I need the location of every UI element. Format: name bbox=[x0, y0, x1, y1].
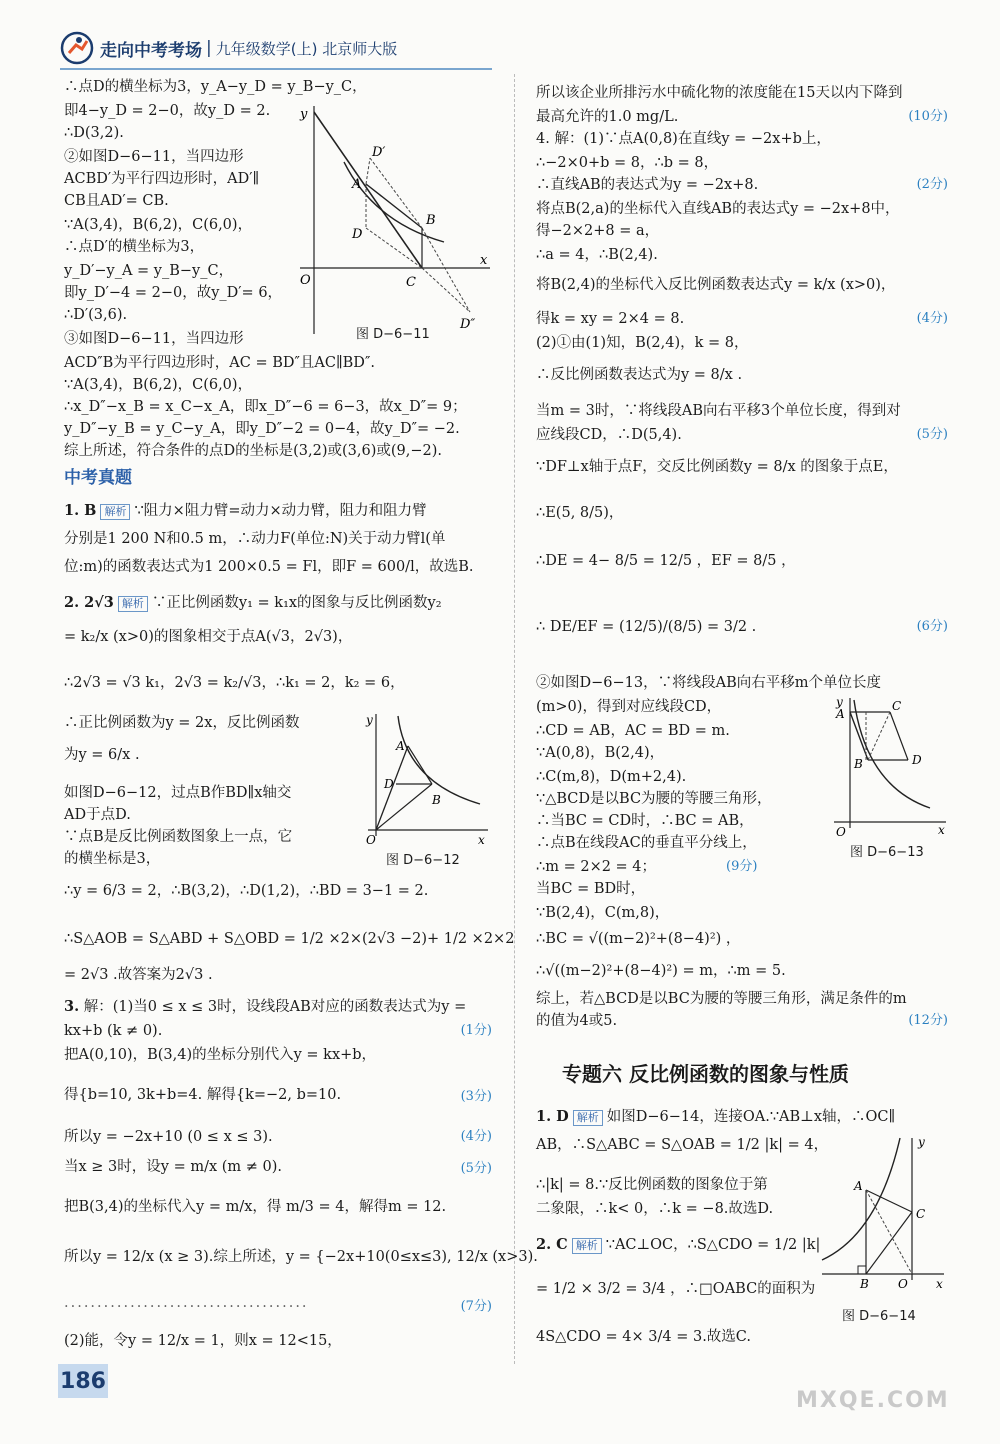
analysis-tag: 解析 bbox=[100, 504, 130, 520]
text-line: ∴反比例函数表达式为y = 8/x . bbox=[536, 367, 743, 383]
text-line: 当BC = BD时， bbox=[536, 881, 646, 897]
q1-text: ∵阻力×阻力臂=动力×动力臂，阻力和阻力臂 bbox=[134, 503, 427, 519]
score-mark: (2分) bbox=[916, 177, 948, 192]
label-a: A bbox=[396, 739, 405, 753]
line-ac bbox=[314, 112, 422, 268]
q3-number: 3. bbox=[64, 998, 80, 1015]
label-y: y bbox=[918, 1135, 925, 1149]
label-x: x bbox=[478, 833, 485, 847]
label-a: A bbox=[836, 707, 845, 721]
text-line: 得{b=10, 3k+b=4. 解得{k=−2, b=10. bbox=[64, 1087, 342, 1103]
text-line: 将B(2,4)的坐标代入反比例函数表达式y = k/x (x>0)， bbox=[536, 277, 896, 293]
figure-d-6-12 bbox=[364, 712, 490, 848]
text-line: (m>0)，得到对应线段CD， bbox=[536, 699, 722, 715]
score-mark: (1分) bbox=[460, 1023, 492, 1038]
text-line: ∴C(m,8)，D(m+2,4). bbox=[536, 769, 687, 785]
text-line: kx+b (k ≠ 0). bbox=[64, 1023, 163, 1039]
label-c: C bbox=[916, 1207, 926, 1221]
figure-caption: 图 D−6−14 bbox=[842, 1309, 916, 1324]
label-a: A bbox=[854, 1179, 863, 1193]
label-o: O bbox=[898, 1277, 908, 1291]
figure-caption: 图 D−6−13 bbox=[850, 845, 924, 860]
text-line: 位:m)的函数表达式为1 200×0.5 = Fl，即F = 600/l，故选B. bbox=[64, 559, 474, 575]
text-line: ∴a = 4，∴B(2,4). bbox=[536, 247, 658, 263]
label-o: O bbox=[366, 833, 376, 847]
text-line: ∴x_D″−x_B = x_C−x_A，即x_D″−6 = 6−3，故x_D″= 9； bbox=[64, 399, 467, 415]
q3-text: 解：(1)当0 ≤ x ≤ 3时，设线段AB对应的函数表达式为y = bbox=[83, 999, 467, 1015]
analysis-tag: 解析 bbox=[573, 1110, 603, 1126]
text-line: 把A(0,10)，B(3,4)的坐标分别代入y = kx+b， bbox=[64, 1047, 377, 1063]
text-line: ∵点B是反比例函数图象上一点，它 bbox=[64, 829, 293, 845]
figure-caption: 图 D−6−12 bbox=[386, 853, 460, 868]
score-mark: (3分) bbox=[460, 1089, 492, 1104]
label-d: D bbox=[912, 753, 922, 767]
t1-number: 1. D bbox=[536, 1108, 569, 1125]
score-mark: (4分) bbox=[916, 311, 948, 326]
text-line: y_D′−y_A = y_B−y_C， bbox=[64, 263, 234, 279]
text-line: ③如图D−6−11，当四边形 bbox=[64, 331, 244, 347]
q2-line bbox=[64, 596, 442, 612]
text-line: 应线段CD，∴D(5,4). bbox=[536, 427, 682, 443]
text-line: (2)①由(1)知，B(2,4)，k = 8， bbox=[536, 335, 749, 351]
figure-d-6-14 bbox=[818, 1134, 948, 1294]
label-x: x bbox=[938, 823, 945, 836]
text-line: ∵A(0,8)，B(2,4)， bbox=[536, 745, 665, 761]
text-line: ∴E(5, 8/5)， bbox=[536, 505, 624, 521]
q1-line bbox=[64, 504, 427, 520]
score-mark: (5分) bbox=[916, 427, 948, 442]
figure-d-6-11 bbox=[294, 102, 490, 342]
text-line: 当m = 3时，∵将线段AB向右平移3个单位长度，得到对 bbox=[536, 403, 901, 419]
text-line: y_D″−y_B = y_C−y_A，即y_D″−2 = 0−4，故y_D″= −2. bbox=[64, 421, 460, 437]
text-line: ACD″B为平行四边形时，AC = BD″且AC∥BD″. bbox=[64, 355, 375, 371]
label-b: B bbox=[432, 793, 441, 807]
runner-logo-icon bbox=[60, 31, 94, 65]
text-line: ∴D(3,2). bbox=[64, 125, 124, 141]
q1-number: 1. B bbox=[64, 502, 97, 519]
text-line: ∴正比例函数为y = 2x，反比例函数 bbox=[64, 715, 300, 731]
label-a: A bbox=[352, 177, 362, 192]
text-line: = 2√3 .故答案为2√3 . bbox=[64, 967, 213, 983]
dotted-leader: ····································· bbox=[64, 1299, 309, 1315]
t2-number: 2. C bbox=[536, 1236, 568, 1253]
label-y: y bbox=[366, 713, 373, 727]
text-line: ∴D′(3,6). bbox=[64, 307, 128, 323]
figure-caption: 图 D−6−11 bbox=[356, 327, 430, 342]
text-line: ∴|k| = 8.∵反比例函数的图象位于第 bbox=[536, 1177, 768, 1193]
column-divider bbox=[514, 74, 515, 1364]
label-x: x bbox=[936, 1277, 943, 1291]
page-number: 186 bbox=[58, 1364, 108, 1398]
score-mark: (9分) bbox=[726, 859, 758, 874]
score-mark: (5分) bbox=[460, 1161, 492, 1176]
book-title: 走向中考考场 bbox=[100, 40, 202, 61]
label-d-prime: D′ bbox=[372, 145, 386, 160]
label-y: y bbox=[836, 696, 843, 709]
label-b: B bbox=[854, 757, 863, 771]
text-line: 即4−y_D = 2−0，故y_D = 2. bbox=[64, 103, 271, 119]
text-line: 即y_D′−4 = 2−0，故y_D′= 6， bbox=[64, 285, 283, 301]
text-line: 得k = xy = 2×4 = 8. bbox=[536, 311, 685, 327]
label-x: x bbox=[480, 253, 488, 268]
text-line: ∵B(2,4)，C(m,8)， bbox=[536, 905, 670, 921]
score-mark: (4分) bbox=[460, 1129, 492, 1144]
analysis-tag: 解析 bbox=[572, 1238, 602, 1254]
q2-text: ∵正比例函数y₁ = k₁x的图象与反比例函数y₂ bbox=[151, 595, 442, 611]
text-line: (2)能，令y = 12/x = 1，则x = 12<15， bbox=[64, 1333, 342, 1349]
label-c: C bbox=[406, 275, 416, 290]
label-o: O bbox=[836, 825, 846, 836]
text-line: 为y = 6/x . bbox=[64, 747, 140, 763]
text-line: ∵A(3,4)，B(6,2)，C(6,0)， bbox=[64, 377, 253, 393]
text-line: ∵△BCD是以BC为腰的等腰三角形， bbox=[536, 791, 772, 807]
text-line: ∴点B在线段AC的垂直平分线上， bbox=[536, 835, 757, 851]
q3-line bbox=[64, 1000, 466, 1015]
text-line: = k₂/x (x>0)的图象相交于点A(√3，2√3)， bbox=[64, 629, 353, 645]
text-line: ∴√((m−2)²+(8−4)²) = m，∴m = 5. bbox=[536, 963, 786, 979]
text-line: ∴DE = 4− 8/5 = 12/5 ，EF = 8/5 ， bbox=[536, 553, 796, 569]
text-line: ∴BC = √((m−2)²+(8−4)²) ， bbox=[536, 931, 741, 947]
label-b: B bbox=[426, 213, 436, 228]
label-d-double-prime: D″ bbox=[460, 317, 476, 332]
label-o: O bbox=[300, 273, 311, 288]
text-line: 的值为4或5. bbox=[536, 1013, 618, 1029]
text-line: 所以y = −2x+10 (0 ≤ x ≤ 3). bbox=[64, 1129, 273, 1145]
t1-line bbox=[536, 1110, 895, 1126]
text-line: 得−2×2+8 = a， bbox=[536, 223, 660, 239]
text-line: 所以该企业所排污水中硫化物的浓度能在15天以内下降到 bbox=[536, 85, 903, 101]
text-line: 如图D−6−12，过点B作BD∥x轴交 bbox=[64, 785, 292, 801]
score-mark: (10分) bbox=[908, 109, 948, 124]
text-line: 综上所述，符合条件的点D的坐标是(3,2)或(3,6)或(9,−2). bbox=[64, 443, 443, 459]
topic-title: 专题六 反比例函数的图象与性质 bbox=[562, 1062, 849, 1086]
text-line: 综上，若△BCD是以BC为腰的等腰三角形，满足条件的m bbox=[536, 991, 907, 1007]
text-line: 将点B(2,a)的坐标代入直线AB的表达式y = −2x+8中， bbox=[536, 201, 900, 217]
text-line: 当x ≥ 3时，设y = m/x (m ≠ 0). bbox=[64, 1159, 283, 1175]
text-line: ②如图D−6−11，当四边形 bbox=[64, 149, 244, 165]
label-b: B bbox=[860, 1277, 869, 1291]
label-d: D bbox=[352, 227, 363, 242]
text-line: AD于点D. bbox=[64, 807, 131, 823]
text-line: 分别是1 200 N和0.5 m，∴动力F(单位:N)关于动力臂l(单 bbox=[64, 531, 446, 547]
header-divider bbox=[60, 68, 492, 70]
text-line: ∴ DE/EF = (12/5)/(8/5) = 3/2 . bbox=[536, 619, 757, 635]
score-mark: (6分) bbox=[916, 619, 948, 634]
text-line: AB，∴S△ABC = S△OAB = 1/2 |k| = 4， bbox=[536, 1137, 829, 1153]
header-separator: | bbox=[206, 38, 212, 58]
text-line: ∴点D的横坐标为3，y_A−y_D = y_B−y_C， bbox=[64, 79, 367, 95]
text-line: ∵A(3,4)，B(6,2)，C(6,0)， bbox=[64, 217, 253, 233]
text-line: ∴CD = AB，AC = BD = m. bbox=[536, 723, 730, 739]
q2-number: 2. 2√3 bbox=[64, 594, 114, 611]
text-line: CB且AD′= CB. bbox=[64, 193, 169, 209]
text-line: ∵DF⊥x轴于点F，交反比例函数y = 8/x 的图象于点E， bbox=[536, 459, 898, 475]
text-line: ∴m = 2×2 = 4； bbox=[536, 859, 657, 875]
text-line: ∴y = 6/3 = 2，∴B(3,2)，∴D(1,2)，∴BD = 3−1 = 2. bbox=[64, 883, 429, 899]
text-line: 所以y = 12/x (x ≥ 3).综上所述，y = {−2x+10(0≤x≤3), 12/x (x>3). bbox=[64, 1249, 538, 1265]
text-line: ②如图D−6−13，∵将线段AB向右平移m个单位长度 bbox=[536, 675, 881, 691]
analysis-tag: 解析 bbox=[118, 596, 148, 612]
text-line: ∴点D′的横坐标为3， bbox=[64, 239, 205, 255]
text-line: ∴−2×0+b = 8，∴b = 8， bbox=[536, 155, 719, 171]
t1-text: 如图D−6−14，连接OA.∵AB⊥x轴，∴OC∥ bbox=[606, 1109, 896, 1125]
score-mark: (7分) bbox=[460, 1299, 492, 1314]
watermark-text: MXQE.COM bbox=[796, 1388, 950, 1413]
label-y: y bbox=[300, 107, 308, 122]
figure-d-6-13 bbox=[826, 696, 948, 836]
label-c: C bbox=[892, 699, 902, 713]
text-line: 把B(3,4)的坐标代入y = m/x，得 m/3 = 4，解得m = 12. bbox=[64, 1199, 447, 1215]
text-line: 最高允许的1.0 mg/L. bbox=[536, 109, 679, 125]
t2-text: ∵AC⊥OC，∴S△CDO = 1/2 |k| bbox=[605, 1237, 821, 1253]
page-header bbox=[60, 30, 490, 66]
text-line: 的横坐标是3， bbox=[64, 851, 161, 867]
label-d: D bbox=[384, 777, 394, 791]
text-line: ∴S△AOB = S△ABD + S△OBD = 1/2 ×2×(2√3 −2)+ 1/2 ×2×2 bbox=[64, 931, 515, 947]
text-line: 4S△CDO = 4× 3/4 = 3.故选C. bbox=[536, 1329, 751, 1345]
score-mark: (12分) bbox=[908, 1013, 948, 1028]
text-line: ∴当BC = CD时，∴BC = AB， bbox=[536, 813, 754, 829]
text-line: ∴直线AB的表达式为y = −2x+8. bbox=[536, 177, 759, 193]
text-line: 二象限，∴k< 0，∴k = −8.故选D. bbox=[536, 1201, 774, 1217]
text-line: ACBD′为平行四边形时，AD′∥ bbox=[64, 171, 260, 187]
text-line: = 1/2 × 3/2 = 3/4 ，∴□OABC的面积为 bbox=[536, 1281, 816, 1297]
text-line: ∴2√3 = √3 k₁，2√3 = k₂/√3，∴k₁ = 2，k₂ = 6， bbox=[64, 675, 405, 691]
text-line: 4. 解：(1)∵点A(0,8)在直线y = −2x+b上， bbox=[536, 131, 831, 147]
book-subtitle: 九年级数学(上) 北京师大版 bbox=[215, 39, 398, 58]
section-title: 中考真题 bbox=[64, 468, 132, 488]
t2-line bbox=[536, 1238, 820, 1254]
